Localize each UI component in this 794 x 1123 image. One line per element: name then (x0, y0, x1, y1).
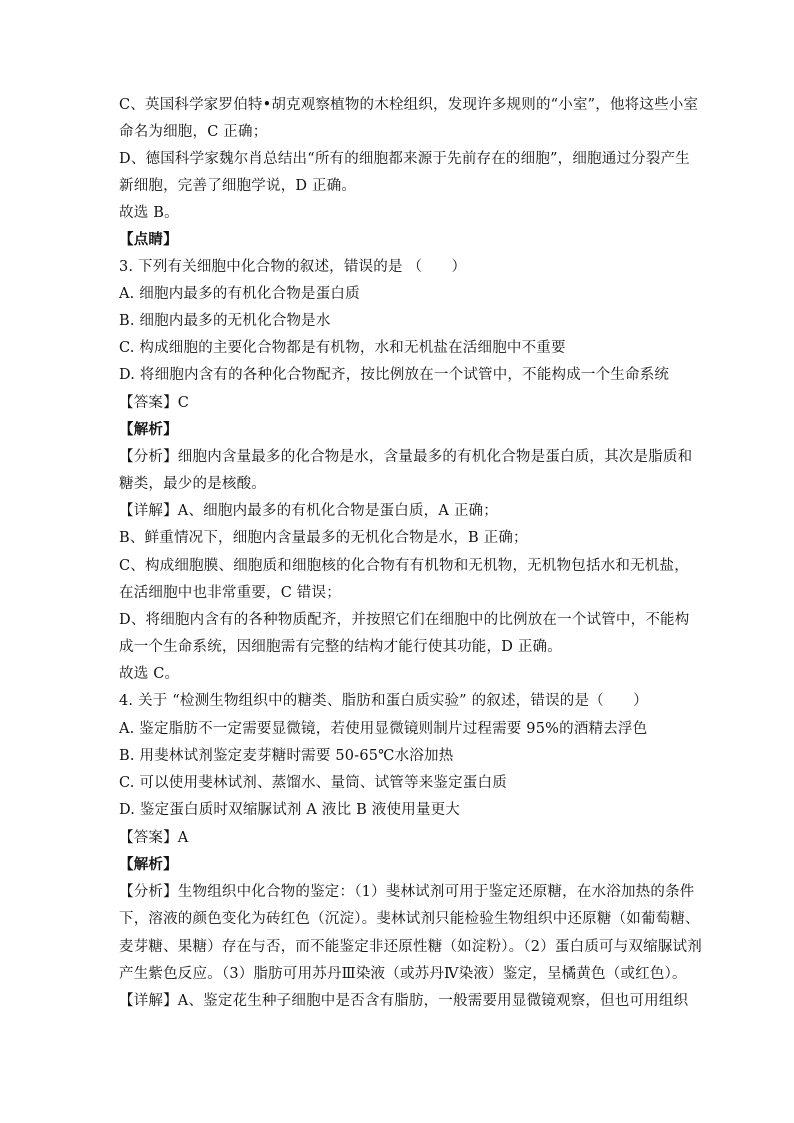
text-line: B、鲜重情况下，细胞内含量最多的无机化合物是水，B 正确； (119, 530, 528, 546)
option-d: D. 鉴定蛋白质时双缩脲试剂 A 液比 B 液使用量更大 (119, 802, 460, 818)
text-line: 麦芽糖、果糖）存在与否，而不能鉴定非还原性糖（如淀粉）。（2）蛋白质可与双缩脲试剂 (119, 939, 702, 955)
text-line: 【详解】A、细胞内最多的有机化合物是蛋白质，A 正确； (119, 503, 498, 519)
answer-line: 【答案】A (119, 830, 189, 846)
text-line: 下，溶液的颜色变化为砖红色（沉淀）。斐林试剂只能检验生物组织中还原糖（如葡萄糖、 (119, 911, 700, 927)
text-line: 糖类，最少的是核酸。 (119, 476, 266, 492)
text-line: 命名为细胞，C 正确； (119, 124, 268, 140)
text-line: 故选 B。 (119, 205, 179, 221)
text-line: D、德国科学家魏尔肖总结出“所有的细胞都来源于先前存在的细胞”，细胞通过分裂产生 (119, 151, 690, 167)
text-line: D、将细胞内含有的各种物质配齐，并按照它们在细胞中的比例放在一个试管中，不能构 (119, 612, 690, 628)
question-stem: 3. 下列有关细胞中化合物的叙述，错误的是 （ ） (119, 259, 467, 275)
text-line: 【分析】细胞内含量最多的化合物是水，含量最多的有机化合物是蛋白质，其次是脂质和 (119, 449, 693, 465)
text-line: 在活细胞中也非常重要，C 错误； (119, 585, 341, 601)
option-c: C. 可以使用斐林试剂、蒸馏水、量筒、试管等来鉴定蛋白质 (119, 775, 507, 791)
option-b: B. 细胞内最多的无机化合物是水 (119, 313, 331, 329)
answer-line: 【答案】C (119, 395, 190, 411)
section-label: 【解析】 (119, 856, 178, 873)
text-line: 【分析】生物组织中化合物的鉴定：（1）斐林试剂可用于鉴定还原糖，在水浴加热的条件 (119, 884, 695, 900)
section-label: 【点睛】 (119, 231, 178, 248)
option-a: A. 鉴定脂肪不一定需要显微镜，若使用显微镜则制片过程需要 95%的酒精去浮色 (119, 721, 648, 737)
question-stem: 4. 关于 “检测生物组织中的糖类、脂肪和蛋白质实验” 的叙述，错误的是（ ） (119, 693, 648, 709)
text-line: 故选 C。 (119, 666, 180, 682)
text-line: 新细胞，完善了细胞学说，D 正确。 (119, 178, 357, 194)
text-line: 【详解】A、鉴定花生种子细胞中是否含有脂肪，一般需要用显微镜观察，但也可用组织 (119, 993, 689, 1009)
section-label: 【解析】 (119, 421, 178, 438)
text-line: C、英国科学家罗伯特•胡克观察植物的木栓组织，发现许多规则的“小室”，他将这些小室 (119, 97, 699, 113)
option-d: D. 将细胞内含有的各种化合物配齐，按比例放在一个试管中，不能构成一个生命系统 (119, 367, 670, 383)
option-b: B. 用斐林试剂鉴定麦芽糖时需要 50-65℃水浴加热 (119, 748, 454, 764)
text-line: 成一个生命系统，因细胞需有完整的结构才能行使其功能，D 正确。 (119, 639, 562, 655)
text-line: 产生紫色反应。（3）脂肪可用苏丹Ⅲ染液（或苏丹Ⅳ染液）鉴定，呈橘黄色（或红色）。 (119, 966, 687, 982)
option-c: C. 构成细胞的主要化合物都是有机物，水和无机盐在活细胞中不重要 (119, 340, 566, 356)
text-line: C、构成细胞膜、细胞质和细胞核的化合物有有机物和无机物，无机物包括水和无机盐， (119, 558, 689, 574)
option-a: A. 细胞内最多的有机化合物是蛋白质 (119, 286, 360, 302)
